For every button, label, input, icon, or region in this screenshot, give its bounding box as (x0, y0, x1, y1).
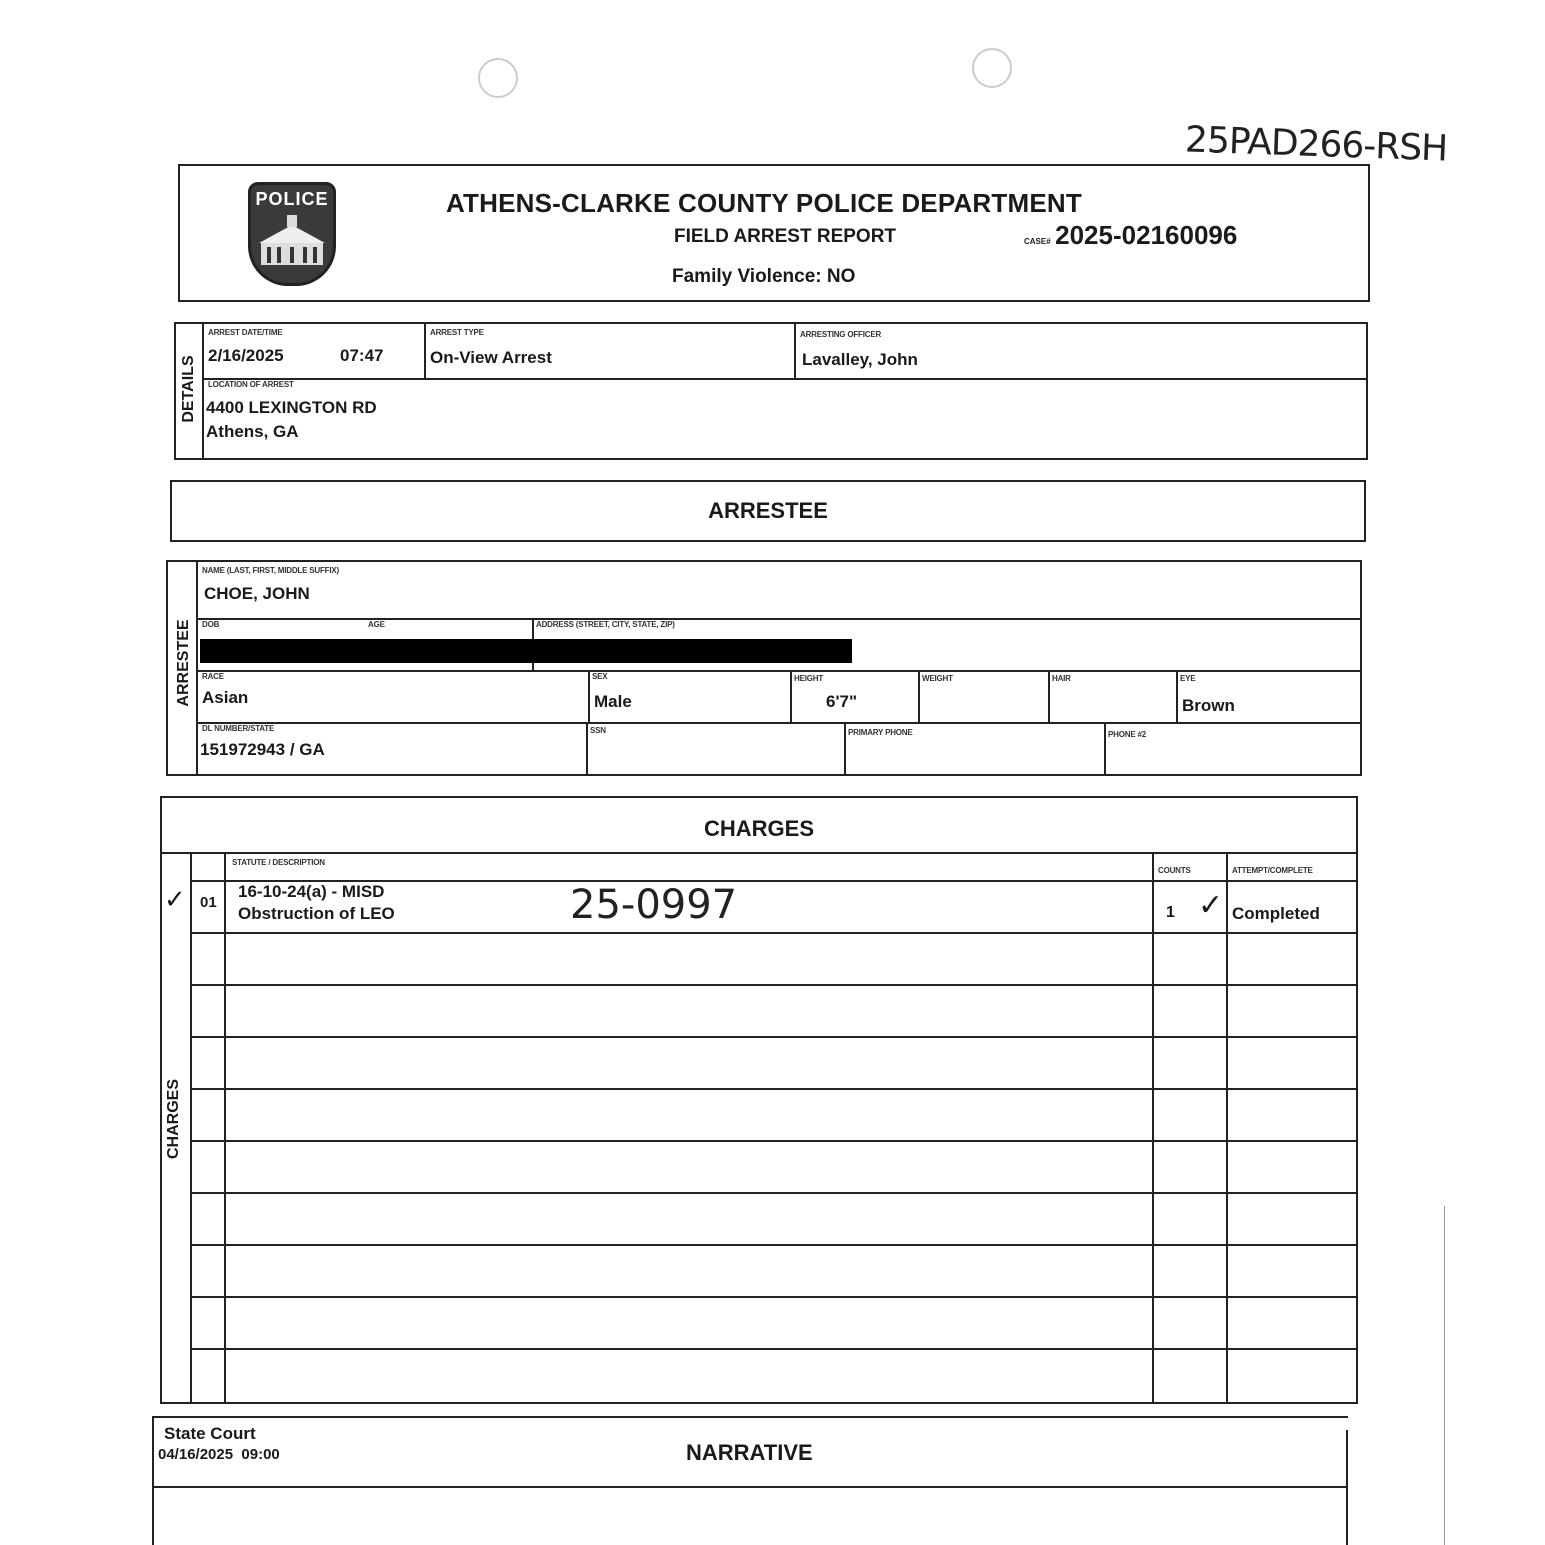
statute-label: STATUTE / DESCRIPTION (232, 858, 325, 867)
arrestee-name: CHOE, JOHN (204, 584, 310, 603)
handwritten-check-icon: ✓ (1198, 889, 1224, 922)
police-badge-logo (248, 182, 336, 286)
arresting-officer: Lavalley, John (802, 350, 918, 369)
eye-label: EYE (1180, 674, 1196, 683)
charge-handwritten-number: 25-0997 (570, 882, 738, 928)
punch-hole (478, 58, 518, 98)
counts-label: COUNTS (1158, 866, 1191, 875)
charges-section (160, 796, 1358, 1404)
courthouse-icon (251, 213, 333, 275)
race: Asian (202, 688, 249, 707)
sex-label: SEX (592, 672, 608, 681)
weight-label: WEIGHT (922, 674, 953, 683)
case-number-block (1024, 220, 1237, 251)
arrestee-section (166, 560, 1362, 776)
check-mark-icon: ✓ (164, 884, 186, 914)
status-label: ATTEMPT/COMPLETE (1232, 866, 1313, 875)
arrest-type: On-View Arrest (430, 348, 552, 367)
arrest-date: 2/16/2025 (208, 346, 284, 365)
dl-label: DL NUMBER/STATE (202, 724, 275, 733)
report-type: FIELD ARREST REPORT (674, 226, 897, 247)
primary-phone-label: PRIMARY PHONE (848, 728, 913, 737)
dob-label: DOB (202, 620, 220, 629)
charge-description: Obstruction of LEO (238, 904, 395, 923)
height-label: HEIGHT (794, 674, 824, 683)
arrest-type-label: ARREST TYPE (430, 328, 484, 337)
redaction-bar (200, 639, 852, 663)
header-box (178, 164, 1370, 302)
charges-header: CHARGES (703, 816, 814, 841)
name-label: NAME (LAST, FIRST, MIDDLE SUFFIX) (202, 566, 339, 575)
case-label: CASE# (1024, 237, 1051, 246)
charge-counts: 1 (1166, 904, 1175, 921)
eye: Brown (1182, 696, 1235, 715)
charge-status: Completed (1232, 904, 1320, 923)
location-line1: 4400 LEXINGTON RD (206, 398, 377, 417)
height: 6'7" (826, 692, 858, 711)
badge-text: POLICE (255, 189, 329, 209)
age-label: AGE (368, 620, 385, 629)
charge-statute: 16-10-24(a) - MISD (238, 882, 385, 901)
family-violence: Family Violence: NO (672, 266, 856, 287)
court-datetime: 04/16/2025 09:00 (158, 1446, 280, 1463)
punch-hole (972, 48, 1012, 88)
arrestee-header-box (170, 480, 1366, 542)
arrestee-header: ARRESTEE (708, 498, 828, 523)
court-info (158, 1424, 280, 1463)
dl-number: 151972943 / GA (200, 740, 325, 759)
hair-label: HAIR (1052, 674, 1071, 683)
ssn-label: SSN (590, 726, 606, 735)
details-side-label: DETAILS (180, 355, 197, 423)
handwritten-case-ref: 25PAD266-RSH (1184, 119, 1448, 170)
location-label: LOCATION OF ARREST (208, 380, 294, 389)
officer-label: ARRESTING OFFICER (800, 330, 882, 339)
arrest-time: 07:47 (340, 346, 384, 365)
sex: Male (594, 692, 632, 711)
details-section (174, 322, 1368, 460)
narrative-header: NARRATIVE (686, 1440, 813, 1465)
phone2-label: PHONE #2 (1108, 730, 1146, 739)
agency-title: ATHENS-CLARKE COUNTY POLICE DEPARTMENT (446, 188, 1082, 218)
location-line2: Athens, GA (206, 422, 299, 441)
address-label: ADDRESS (STREET, CITY, STATE, ZIP) (536, 620, 675, 629)
race-label: RACE (202, 672, 224, 681)
case-number: 2025-02160096 (1055, 220, 1238, 250)
court-name: State Court (164, 1424, 256, 1443)
arrestee-side-label: ARRESTEE (175, 619, 192, 707)
charge-number: 01 (200, 894, 217, 911)
arrest-datetime-label: ARREST DATE/TIME (208, 328, 283, 337)
charges-side-label: CHARGES (165, 1079, 182, 1160)
